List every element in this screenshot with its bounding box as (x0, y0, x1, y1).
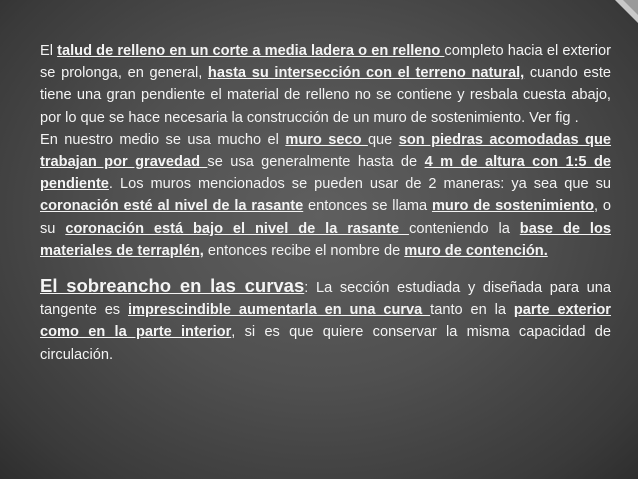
text-segment: completo hacia el exterior se prolonga, en general, (40, 43, 612, 82)
text-segment: . Los muros mencionados se pueden usar de 2 maneras: ya sea que su (108, 176, 611, 193)
underlined-term-parte-exterior-interior: parte exterior como en la parte interior (40, 302, 611, 341)
paragraph-talud-relleno (40, 40, 611, 129)
underlined-term-coronacion-nivel: coronación esté al nivel de la rasante (40, 198, 304, 215)
underlined-term-muro-seco: muro seco (285, 131, 368, 148)
text-segment: conteniendo la (409, 220, 520, 237)
text-segment: que (367, 131, 399, 148)
underlined-term-muro-contencion: muro de contención. (404, 242, 548, 259)
slide-body (40, 40, 611, 366)
text-segment: entonces se llama (303, 198, 432, 215)
underlined-term-piedras: son piedras acomodadas que trabajan por gravedad (40, 131, 612, 171)
underlined-term-coronacion-bajo: coronación está bajo el nivel de la rasante (65, 220, 410, 237)
text-segment: , o su (40, 198, 611, 237)
underlined-term-base-materiales: base de los materiales de terraplén, (40, 220, 611, 259)
section-heading-sobreancho: El sobreancho en las curvas (40, 275, 305, 297)
underlined-term-interseccion: hasta su intersección con el terreno natural, (207, 65, 525, 82)
underlined-term-altura: 4 m de altura con 1:5 de pendiente (40, 154, 611, 193)
text-segment: entonces recibe el nombre de (203, 242, 405, 259)
text-segment: En nuestro medio se usa mucho el (40, 131, 286, 148)
paragraph-muro-seco (40, 129, 611, 262)
text-segment: , si es que quiere conservar la misma capacidad de circulación. (40, 324, 611, 363)
text-segment: tanto en la (430, 302, 514, 319)
text-segment: El (40, 43, 58, 59)
underlined-term-aumentarla: imprescindible aumentarla en una curva (127, 302, 431, 319)
corner-arrow-icon (604, 0, 638, 34)
text-segment: : La sección estudiada y diseñada para una tangente es (40, 280, 611, 319)
underlined-term-muro-sostenimiento: muro de sostenimiento (431, 198, 594, 215)
underlined-term-talud: talud de relleno en un corte a media ladera o en relleno (57, 43, 445, 59)
text-segment: se usa generalmente hasta de (207, 154, 425, 171)
text-segment: cuando este tiene una gran pendiente el material de relleno no se contiene y resbala cuesta abajo, por lo que se hace necesaria la construcción de un muro de sostenimiento. Ver fig . (40, 65, 611, 126)
paragraph-sobreancho (40, 275, 611, 366)
